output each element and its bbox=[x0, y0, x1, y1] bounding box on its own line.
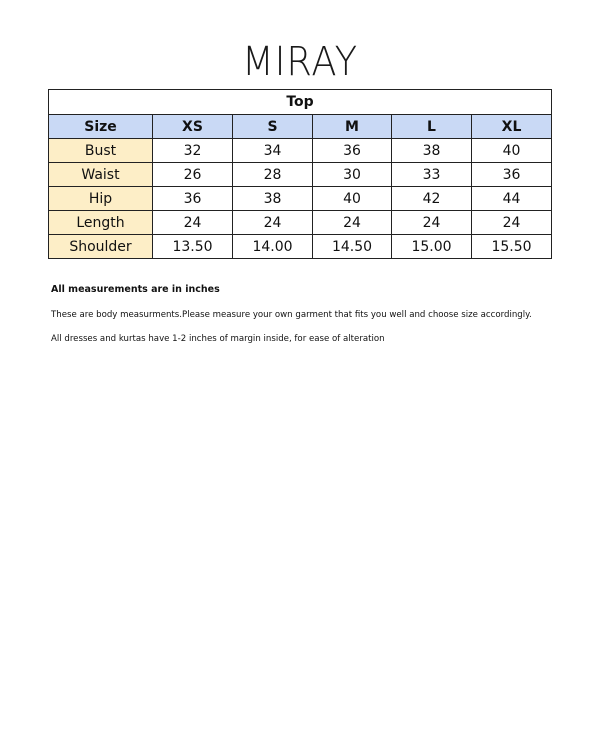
table-cell: 36 bbox=[153, 187, 233, 211]
notes-section bbox=[51, 283, 571, 346]
table-title: Top bbox=[49, 90, 552, 115]
table-cell: 24 bbox=[472, 211, 552, 235]
note-measurement-guidance: These are body measurments.Please measure your own garment that fits you well and choose size accordingly. bbox=[51, 310, 532, 320]
table-cell: 34 bbox=[233, 139, 313, 163]
table-cell: 15.00 bbox=[392, 235, 472, 259]
brand-logo: MIRAY bbox=[241, 39, 359, 85]
size-header-s: S bbox=[233, 115, 313, 139]
table-cell: 24 bbox=[153, 211, 233, 235]
table-cell: 36 bbox=[313, 139, 392, 163]
size-header-row bbox=[49, 115, 552, 139]
row-label-shoulder: Shoulder bbox=[49, 235, 153, 259]
table-cell: 24 bbox=[313, 211, 392, 235]
row-label-bust: Bust bbox=[49, 139, 153, 163]
note-alteration-margin: All dresses and kurtas have 1-2 inches of margin inside, for ease of alteration bbox=[51, 334, 385, 344]
table-cell: 24 bbox=[392, 211, 472, 235]
table-cell: 44 bbox=[472, 187, 552, 211]
row-label-length: Length bbox=[49, 211, 153, 235]
table-cell: 36 bbox=[472, 163, 552, 187]
table-cell: 40 bbox=[313, 187, 392, 211]
table-cell: 38 bbox=[392, 139, 472, 163]
size-header-l: L bbox=[392, 115, 472, 139]
table-row-length bbox=[49, 211, 552, 235]
row-label-hip: Hip bbox=[49, 187, 153, 211]
notes-heading: All measurements are in inches bbox=[51, 284, 220, 295]
table-cell: 38 bbox=[233, 187, 313, 211]
size-header-m: M bbox=[313, 115, 392, 139]
table-cell: 42 bbox=[392, 187, 472, 211]
table-row-waist bbox=[49, 163, 552, 187]
size-header-xl: XL bbox=[472, 115, 552, 139]
size-header-xs: XS bbox=[153, 115, 233, 139]
table-cell: 13.50 bbox=[153, 235, 233, 259]
table-cell: 26 bbox=[153, 163, 233, 187]
table-row-hip bbox=[49, 187, 552, 211]
table-cell: 14.00 bbox=[233, 235, 313, 259]
table-cell: 15.50 bbox=[472, 235, 552, 259]
table-cell: 28 bbox=[233, 163, 313, 187]
table-cell: 14.50 bbox=[313, 235, 392, 259]
table-cell: 24 bbox=[233, 211, 313, 235]
table-row-shoulder bbox=[49, 235, 552, 259]
size-chart-table bbox=[48, 89, 552, 259]
row-label-waist: Waist bbox=[49, 163, 153, 187]
table-row-bust bbox=[49, 139, 552, 163]
table-cell: 33 bbox=[392, 163, 472, 187]
table-cell: 32 bbox=[153, 139, 233, 163]
table-cell: 30 bbox=[313, 163, 392, 187]
size-header-label: Size bbox=[49, 115, 153, 139]
table-cell: 40 bbox=[472, 139, 552, 163]
